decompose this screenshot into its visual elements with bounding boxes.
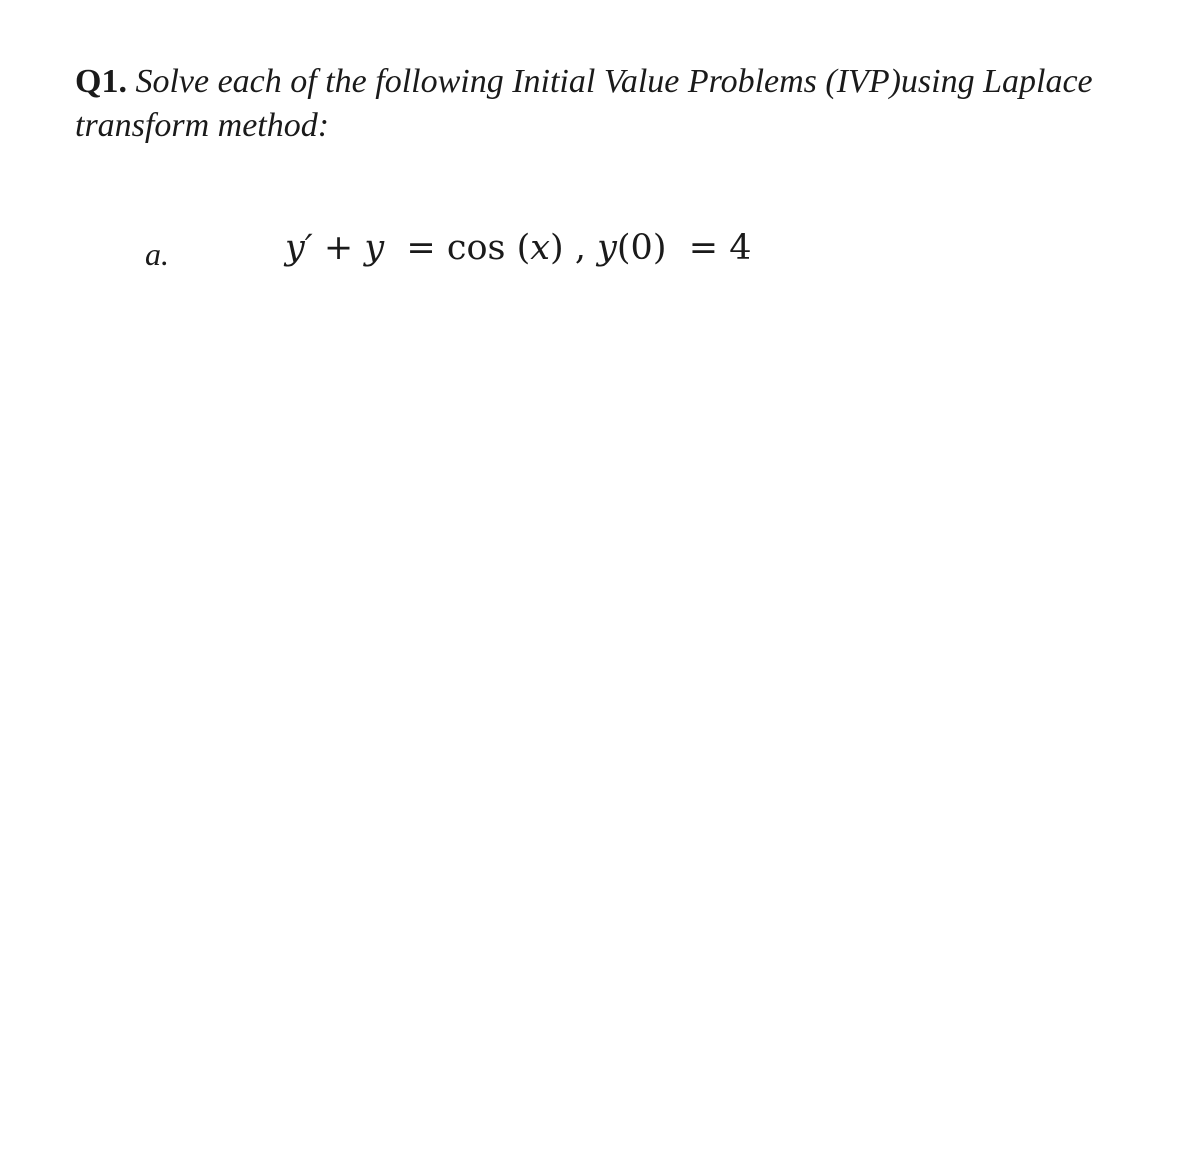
eq-ic-arg: (0) bbox=[616, 228, 667, 268]
eq-plus: + bbox=[323, 228, 354, 268]
eq-x: x bbox=[530, 228, 551, 268]
eq-cos: cos bbox=[446, 228, 506, 268]
question-text: Solve each of the following Initial Value Problems (IVP)using Laplace transform method: bbox=[75, 63, 1093, 144]
eq-open-paren: ( bbox=[516, 228, 531, 268]
eq-equals-1: = bbox=[406, 228, 436, 268]
problem-a bbox=[145, 228, 1145, 284]
problem-letter: a. bbox=[145, 236, 169, 272]
eq-close-paren: ) bbox=[550, 228, 564, 268]
equation bbox=[285, 228, 752, 268]
eq-y-prime: y′ bbox=[285, 228, 313, 268]
eq-equals-2: = bbox=[688, 228, 719, 268]
question-block bbox=[75, 60, 1155, 148]
eq-comma: , bbox=[574, 228, 586, 268]
eq-ic-y: y bbox=[597, 228, 617, 268]
eq-ic-value: 4 bbox=[729, 228, 752, 268]
eq-y: y bbox=[364, 228, 385, 268]
question-number: Q1. bbox=[75, 63, 127, 100]
